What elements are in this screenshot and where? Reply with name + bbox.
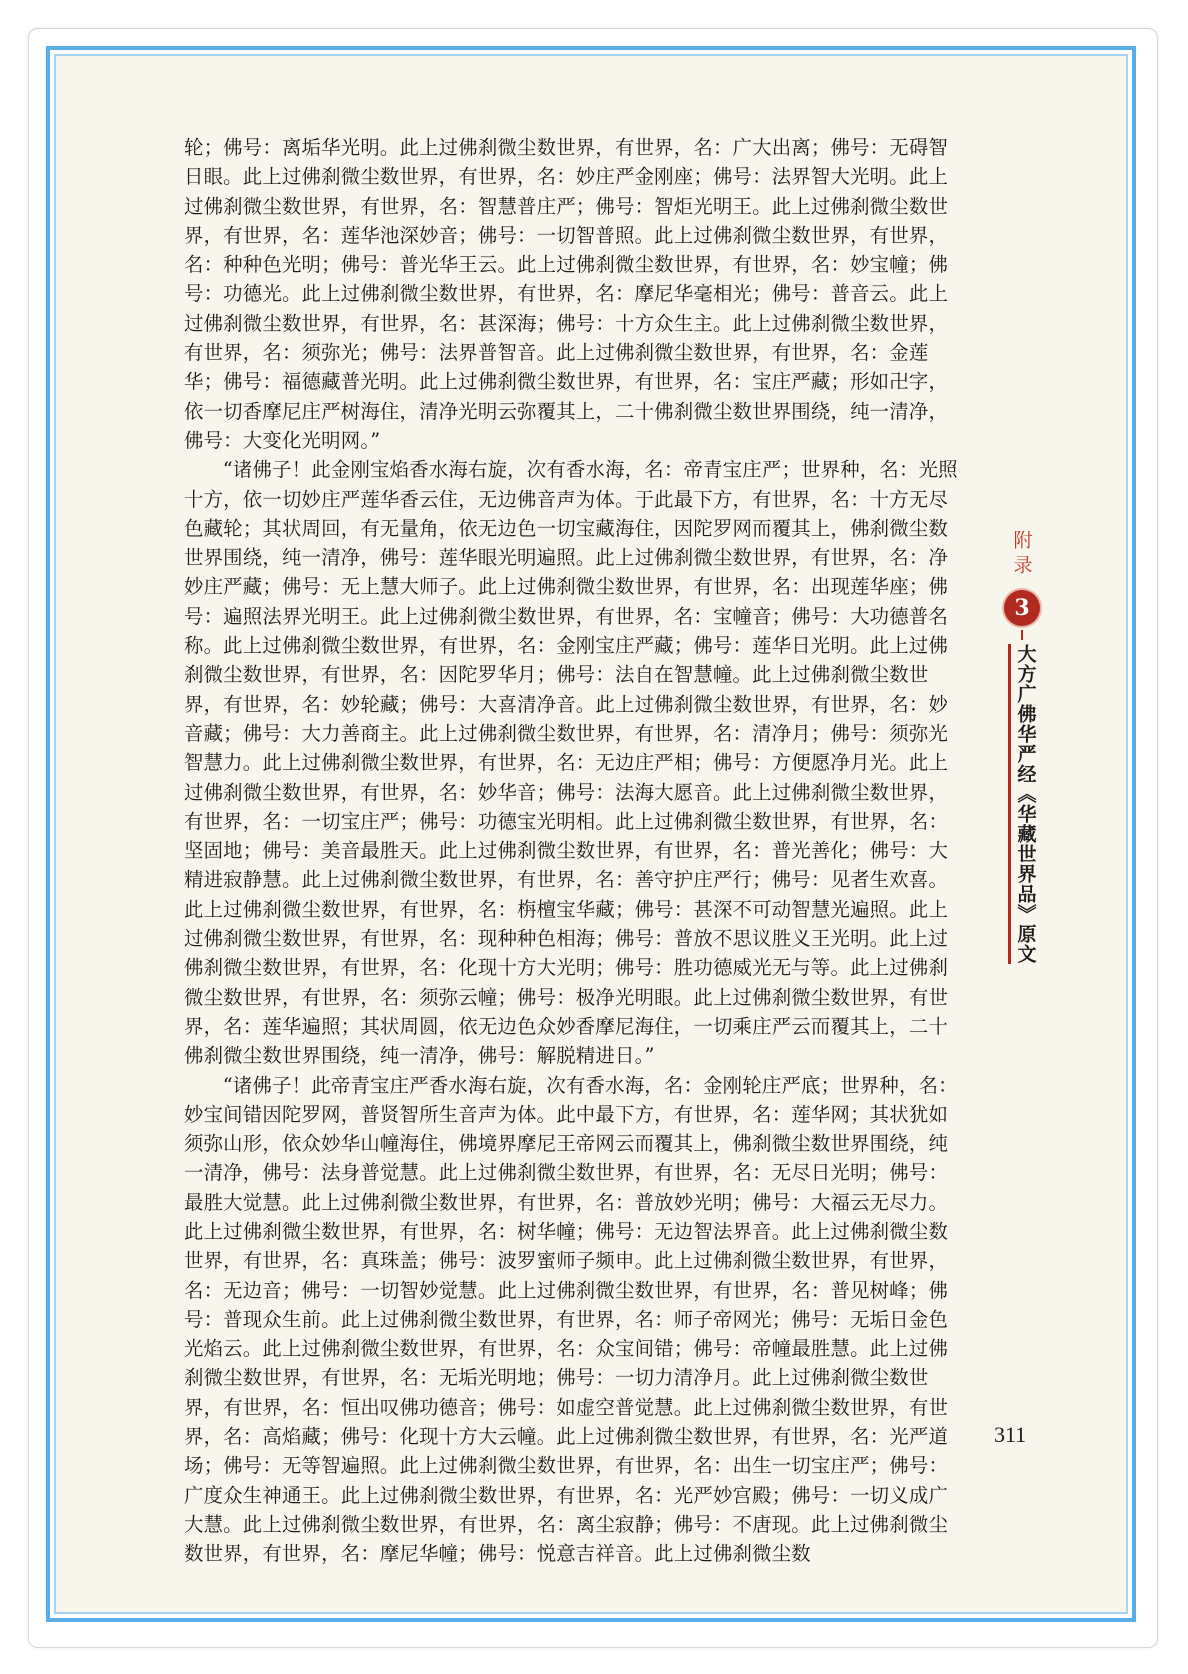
paragraph-1: 轮；佛号：离垢华光明。此上过佛刹微尘数世界，有世界，名：广大出离；佛号：无碍智日眼。此上过佛刹微尘数世界，有世界，名：妙庄严金刚座；佛号：法界智大光明。此上过佛刹微尘数世界，有世界，名：智慧普庄严；佛号：智炬光明王。此上过佛刹微尘数世界，有世界，名：莲华池深妙音；佛号：一切智普照。此上过佛刹微尘数世界，有世界，名：种种色光明；佛号：普光华王云。此上过佛刹微尘数世界，有世界，名：妙宝幢；佛号：功德光。此上过佛刹微尘数世界，有世界，名：摩尼华毫相光；佛号：普音云。此上过佛刹微尘数世界，有世界，名：甚深海；佛号：十方众生主。此上过佛刹微尘数世界，有世界，名：须弥光；佛号：法界普智音。此上过佛刹微尘数世界，有世界，名：金莲华；佛号：福德藏普光明。此上过佛刹微尘数世界，有世界，名：宝庄严藏；形如卍字，依一切香摩尼庄严树海住，清净光明云弥覆其上，二十佛刹微尘数世界围绕，纯一清净，佛号：大变化光明网。” (184, 136, 949, 452)
appendix-label: 附录 (1010, 530, 1033, 580)
paragraph-2: “诸佛子！此金刚宝焰香水海右旋，次有香水海，名：帝青宝庄严；世界种，名：光照十方，依一切妙庄严莲华香云住，无边佛音声为体。于此最下方，有世界，名：十方无尽色藏轮；其状周回，有无量角，依无边色一切宝藏海住，因陀罗网而覆其上，佛刹微尘数世界围绕，纯一清净，佛号：莲华眼光明遍照。此上过佛刹微尘数世界，有世界，名：净妙庄严藏；佛号：无上慧大师子。此上过佛刹微尘数世界，有世界，名：出现莲华座；佛号：遍照法界光明王。此上过佛刹微尘数世界，有世界，名：宝幢音；佛号：大功德普名称。此上过佛刹微尘数世界，有世界，名：金刚宝庄严藏；佛号：莲华日光明。此上过佛刹微尘数世界，有世界，名：因陀罗华月；佛号：法自在智慧幢。此上过佛刹微尘数世界，有世界，名：妙轮藏；佛号：大喜清净音。此上过佛刹微尘数世界，有世界，名：妙音藏；佛号：大力善商主。此上过佛刹微尘数世界，有世界，名：清净月；佛号：须弥光智慧力。此上过佛刹微尘数世界，有世界，名：无边庄严相；佛号：方便愿净月光。此上过佛刹微尘数世界，有世界，名：妙华音；佛号：法海大愿音。此上过佛刹微尘数世界，有世界，名：一切宝庄严；佛号：功德宝光明相。此上过佛刹微尘数世界，有世界，名：坚固地；佛号：美音最胜天。此上过佛刹微尘数世界，有世界，名：普光善化；佛号：大精进寂静慧。此上过佛刹微尘数世界，有世界，名：善守护庄严行；佛号：见者生欢喜。此上过佛刹微尘数世界，有世界，名：栴檀宝华藏；佛号：甚深不可动智慧光遍照。此上过佛刹微尘数世界，有世界，名：现种种色相海；佛号：普放不思议胜义王光明。此上过佛刹微尘数世界，有世界，名：化现十方大光明；佛号：胜功德威光无与等。此上过佛刹微尘数世界，有世界，名：须弥云幢；佛号：极净光明眼。此上过佛刹微尘数世界，有世界，名：莲华遍照；其状周圆，依无边色众妙香摩尼海住，一切乘庄严云而覆其上，二十佛刹微尘数世界围绕，纯一清净，佛号：解脱精进日。” (184, 458, 958, 1068)
paragraph-3: “诸佛子！此帝青宝庄严香水海右旋，次有香水海，名：金刚轮庄严底；世界种，名：妙宝间错因陀罗网，普贤智所生音声为体。此中最下方，有世界，名：莲华网；其状犹如须弥山形，依众妙华山幢海住，佛境界摩尼王帝网云而覆其上，佛刹微尘数世界围绕，纯一清净，佛号：法身普觉慧。此上过佛刹微尘数世界，有世界，名：无尽日光明；佛号：最胜大觉慧。此上过佛刹微尘数世界，有世界，名：普放妙光明；佛号：大福云无尽力。此上过佛刹微尘数世界，有世界，名：树华幢；佛号：无边智法界音。此上过佛刹微尘数世界，有世界，名：真珠盖；佛号：波罗蜜师子频申。此上过佛刹微尘数世界，有世界，名：无边音；佛号：一切智妙觉慧。此上过佛刹微尘数世界，有世界，名：普见树峰；佛号：普现众生前。此上过佛刹微尘数世界，有世界，名：师子帝网光；佛号：无垢日金色光焰云。此上过佛刹微尘数世界，有世界，名：众宝间错；佛号：帝幢最胜慧。此上过佛刹微尘数世界，有世界，名：无垢光明地；佛号：一切力清净月。此上过佛刹微尘数世界，有世界，名：恒出叹佛功德音；佛号：如虚空普觉慧。此上过佛刹微尘数世界，有世界，名：高焰藏；佛号：化现十方大云幢。此上过佛刹微尘数世界，有世界，名：光严道场；佛号：无等智遍照。此上过佛刹微尘数世界，有世界，名：出生一切宝庄严；佛号：广度众生神通王。此上过佛刹微尘数世界，有世界，名：光严妙宫殿；佛号：一切义成广大慧。此上过佛刹微尘数世界，有世界，名：离尘寂静；佛号：不唐现。此上过佛刹微尘数世界，有世界，名：摩尼华幢；佛号：悦意吉祥音。此上过佛刹微尘数 (184, 1073, 958, 1566)
divider (1021, 630, 1023, 640)
side-tab (1002, 530, 1042, 964)
body-text (184, 133, 964, 1569)
chapter-badge: 3 (1004, 590, 1040, 626)
page-number: 311 (994, 1422, 1027, 1447)
running-title: 大方广佛华严经《华藏世界品》原文 (1008, 644, 1037, 964)
